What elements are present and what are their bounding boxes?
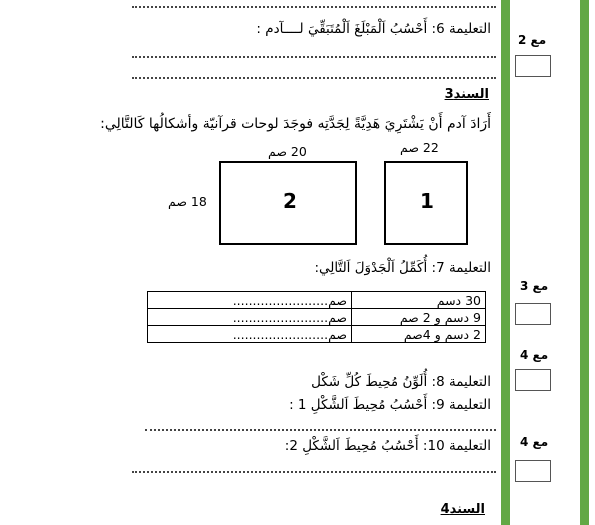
instruction-6-label: التعليمة 6: (431, 21, 491, 37)
shape-1-width-label: 22 صم (400, 140, 439, 155)
instruction-10-text: أَحْسُبُ مُحِيطَ اَلشَّكْلِ 2: (284, 438, 419, 454)
border-stripe-right (580, 0, 589, 525)
table-cell-answer[interactable]: ........................صم (148, 326, 352, 343)
score-label-3: مع 3 (520, 279, 549, 293)
instruction-9 (289, 397, 491, 413)
score-box-10[interactable] (515, 460, 551, 482)
table-cell-value: 9 دسم و 2 صم (352, 309, 486, 326)
border-stripe-left (501, 0, 510, 525)
shape-1-square (384, 161, 468, 245)
instruction-8 (311, 374, 491, 390)
conversion-table (147, 291, 486, 343)
shape-2-height-label: 18 صم (168, 194, 207, 209)
score-label-2: مع 2 (518, 33, 547, 47)
answer-line-6a[interactable] (132, 56, 496, 58)
instruction-8-text: أُلَوِّنُ مُحِيطَ كُلِّ شَكْل (311, 374, 428, 390)
instruction-9-label: التعليمة 9: (431, 397, 491, 413)
answer-line-6b[interactable] (132, 77, 496, 79)
table-cell-value: 30 دسم (352, 292, 486, 309)
instruction-7-label: التعليمة 7: (431, 260, 491, 276)
answer-line-9[interactable] (145, 429, 496, 431)
table-cell-answer[interactable]: ........................صم (148, 292, 352, 309)
answer-line-top[interactable] (132, 6, 496, 8)
table-cell-answer[interactable]: ........................صم (148, 309, 352, 326)
instruction-7 (314, 260, 491, 276)
table-row (148, 309, 486, 326)
table-cell-value: 2 دسم و 4صم (352, 326, 486, 343)
instruction-6-text: أَحْسُبُ اَلْمَبْلَغَ اَلْمُتَبَقِّيَ لــــآدم : (256, 21, 428, 37)
score-box-6[interactable] (515, 55, 551, 77)
score-box-8-9[interactable] (515, 369, 551, 391)
instruction-10 (285, 438, 491, 454)
instruction-8-label: التعليمة 8: (431, 374, 491, 390)
answer-line-10[interactable] (132, 471, 496, 473)
shape-1-number: 1 (420, 189, 434, 213)
table-row (148, 326, 486, 343)
instruction-6 (256, 21, 491, 37)
instruction-9-text: أَحْسُبُ مُحِيطَ اَلشَّكْلِ 1 : (289, 397, 428, 413)
instruction-7-text: أُكَمِّلُ اَلْجَدْوَلَ اَلتَّالِي: (314, 260, 428, 276)
shape-2-number: 2 (283, 189, 297, 213)
sanad-3-heading: السند3 (444, 87, 489, 102)
shape-2-width-label: 20 صم (268, 144, 307, 159)
intro-text: أَرَادَ آدم أَنْ يَشْتَرِيَ هَدِيَّةً لِجَدَّتِه فوجَدَ لوحات قرآنيّة وأشكالُها كَالتَّالِي: (100, 116, 491, 132)
shape-2-rectangle (219, 161, 357, 245)
score-label-4b: مع 4 (520, 435, 549, 449)
instruction-10-label: التعليمة 10: (422, 438, 491, 454)
table-row (148, 292, 486, 309)
sanad-4-heading: السند4 (440, 502, 485, 517)
score-label-4a: مع 4 (520, 348, 549, 362)
score-box-7[interactable] (515, 303, 551, 325)
